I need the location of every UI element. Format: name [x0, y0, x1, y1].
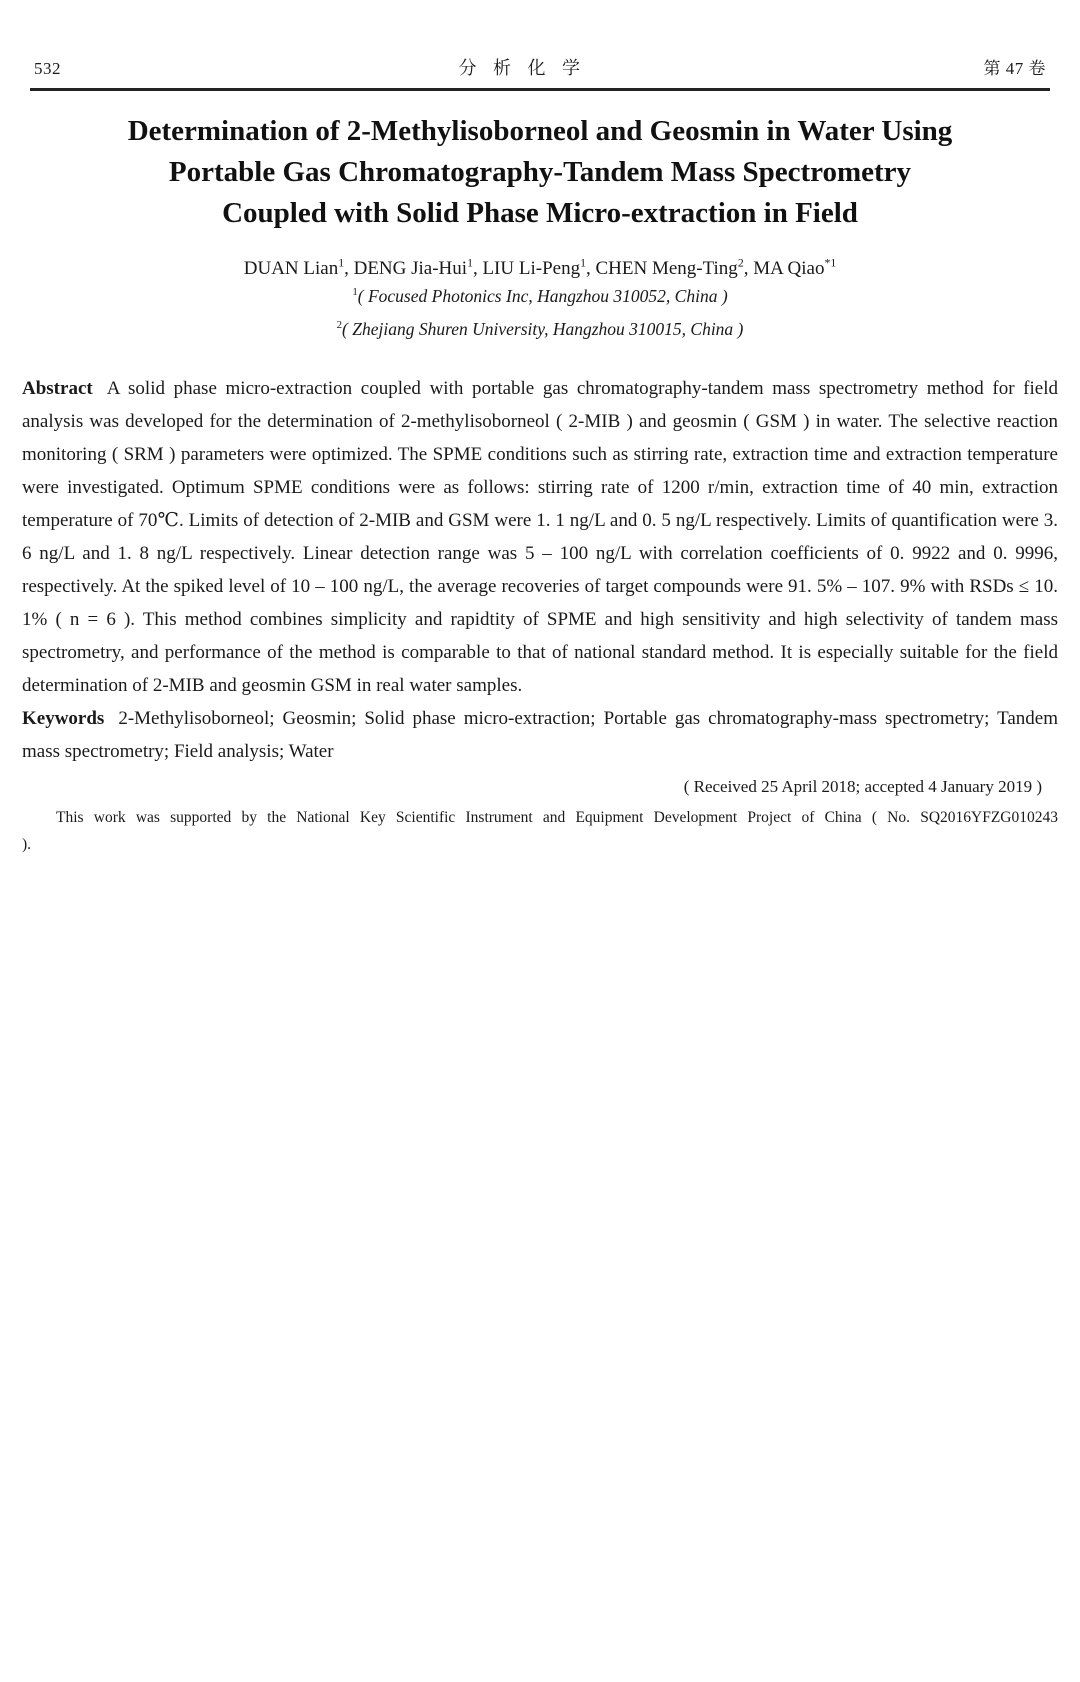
- affiliation-2: [22, 313, 1058, 346]
- page-number: 532: [34, 59, 61, 78]
- abstract-body: A solid phase micro-extraction coupled with portable gas chromatography-tandem mass spectrometry method for field analysis was developed for the determination of 2-methylisoborneol ( 2-MIB ) and geosmin ( GSM ) in water. The selective reaction monitoring ( SRM ) parameters were optimized. The SPME conditions such as stirring rate, extraction time and extraction temperature were investigated. Optimum SPME conditions were as follows: stirring rate of 1200 r/min, extraction time of 40 min, extraction temperature of 70℃. Limits of detection of 2-MIB and GSM were 1. 1 ng/L and 0. 5 ng/L respectively. Limits of quantification were 3. 6 ng/L and 1. 8 ng/L respectively. Linear detection range was 5 – 100 ng/L with correlation coefficients of 0. 9922 and 0. 9996, respectively. At the spiked level of 10 – 100 ng/L, the average recoveries of target compounds were 91. 5% – 107. 9% with RSDs ≤ 10. 1% ( n = 6 ). This method combines simplicity and rapidtity of SPME and high sensitivity and high selectivity of tandem mass spectrometry, and performance of the method is comparable to that of national standard method. It is especially suitable for the field determination of 2-MIB and geosmin GSM in real water samples.: [22, 378, 1058, 696]
- affiliation-text: ( Focused Photonics Inc, Hangzhou 310052, China ): [357, 286, 728, 306]
- author-affiliation-mark: *1: [824, 256, 837, 270]
- author-affiliation-mark: 2: [737, 256, 744, 270]
- author-line: [22, 258, 1058, 280]
- author-affiliation-mark: 1: [467, 256, 473, 270]
- header-rule: [30, 88, 1050, 91]
- author: DENG Jia-Hui: [353, 258, 468, 279]
- title-line-1: Determination of 2-Methylisoborneol and Geosmin in Water Using: [127, 115, 953, 147]
- author-affiliation-mark: 1: [338, 256, 345, 270]
- keywords-label: Keywords: [22, 708, 105, 729]
- funding-footnote: This work was supported by the National Key Scientific Instrument and Equipment Development Project of China ( No. SQ2016YFZG010243 ).: [22, 809, 1058, 853]
- affiliation-mark: 2: [336, 319, 343, 332]
- running-head: [22, 54, 1058, 80]
- received-accepted-line: ( Received 25 April 2018; accepted 4 January 2019 ): [683, 777, 1042, 796]
- author: MA Qiao: [753, 258, 825, 279]
- keywords-body: 2-Methylisoborneol; Geosmin; Solid phase micro-extraction; Portable gas chromatography-mass spectrometry; Tandem mass spectrometry; Field analysis; Water: [22, 708, 1058, 762]
- author-separator: ,: [743, 258, 754, 279]
- keywords-paragraph: [22, 702, 1058, 768]
- abstract-label: Abstract: [22, 378, 93, 399]
- article-title: [22, 111, 1058, 234]
- author-affiliation-mark: 1: [580, 256, 586, 270]
- affiliation-text: ( Zhejiang Shuren University, Hangzhou 310015, China ): [342, 319, 744, 339]
- author: LIU Li-Peng: [482, 258, 581, 279]
- affiliation-mark: 1: [352, 286, 358, 299]
- author-separator: ,: [344, 258, 354, 279]
- author-separator: ,: [472, 258, 483, 279]
- abstract-paragraph: [22, 372, 1058, 702]
- author: CHEN Meng-Ting: [595, 258, 738, 279]
- journal-title: 分 析 化 学: [458, 58, 586, 78]
- title-line-3: Coupled with Solid Phase Micro-extraction in Field: [222, 197, 858, 229]
- volume-label: 第 47 卷: [983, 59, 1046, 78]
- author-separator: ,: [585, 258, 596, 279]
- title-line-2: Portable Gas Chromatography-Tandem Mass Spectrometry: [168, 156, 912, 188]
- affiliation-1: [22, 280, 1058, 313]
- author: DUAN Lian: [243, 258, 339, 279]
